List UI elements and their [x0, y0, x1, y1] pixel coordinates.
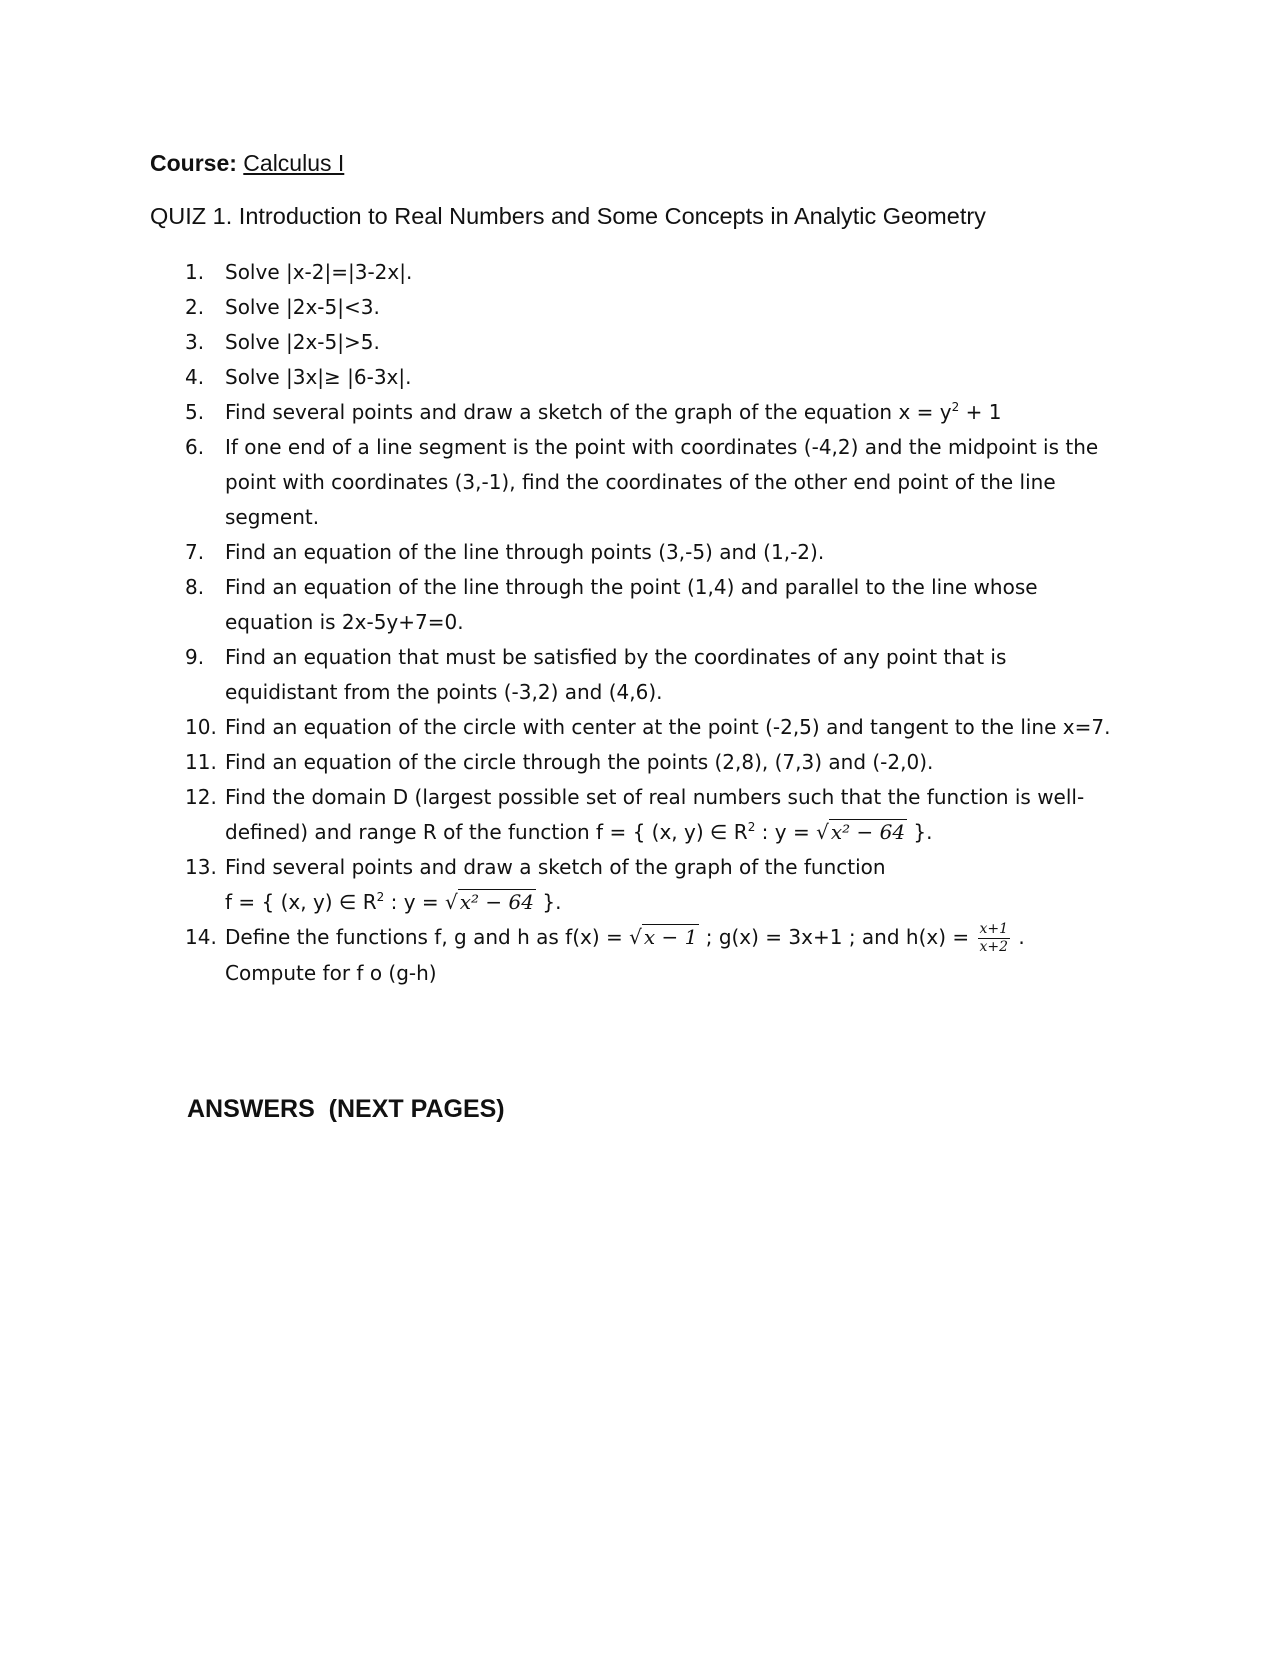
question-text-line: segment.	[225, 505, 320, 529]
quiz-title: QUIZ 1. Introduction to Real Numbers and Some Concepts in Analytic Geometry	[150, 203, 986, 229]
course-label: Course:	[150, 150, 237, 176]
question-11	[185, 745, 1145, 780]
question-10	[185, 710, 1145, 745]
question-4	[185, 360, 1145, 395]
question-number: 1.	[185, 260, 205, 284]
question-text-part: f = { (x, y) ∈ R	[225, 890, 377, 914]
question-text: Solve |2x-5|<3.	[225, 295, 380, 319]
question-text-line: If one end of a line segment is the point with coordinates (-4,2) and the midpoint is the	[225, 435, 1099, 459]
question-text-part: + 1	[959, 400, 1002, 424]
question-text-line	[225, 885, 1145, 920]
question-text-part: }.	[907, 820, 933, 844]
question-text-line: Compute for f o (g-h)	[225, 961, 437, 985]
question-text-part: .	[1012, 925, 1025, 949]
square-root	[816, 819, 907, 844]
question-text: Find an equation of the circle with center at the point (-2,5) and tangent to the line x=7.	[225, 715, 1111, 739]
question-text-line	[225, 815, 1145, 850]
question-number: 11.	[185, 750, 217, 774]
question-text: Solve |2x-5|>5.	[225, 330, 380, 354]
question-9	[185, 640, 1145, 710]
question-text: Find an equation of the circle through the points (2,8), (7,3) and (-2,0).	[225, 750, 934, 774]
question-number: 3.	[185, 330, 205, 354]
question-text-line: equation is 2x-5y+7=0.	[225, 610, 464, 634]
superscript: 2	[951, 400, 960, 414]
radicand: x² − 64	[459, 890, 534, 914]
question-text-line: Find the domain D (largest possible set of real numbers such that the function is well-	[225, 785, 1085, 809]
question-text-part: Define the functions f, g and h as f(x) =	[225, 925, 630, 949]
superscript: 2	[376, 890, 385, 904]
question-text-line	[225, 920, 1145, 956]
radicand: x − 1	[643, 925, 698, 949]
question-12	[185, 780, 1145, 850]
superscript: 2	[747, 820, 756, 834]
question-text-line: Find several points and draw a sketch of the graph of the function	[225, 855, 886, 879]
question-text-part: }.	[536, 890, 562, 914]
question-number: 10.	[185, 715, 217, 739]
question-number: 7.	[185, 540, 205, 564]
question-3	[185, 325, 1145, 360]
question-13	[185, 850, 1145, 920]
question-text: Solve |3x|≥ |6-3x|.	[225, 365, 412, 389]
course-name: Calculus I	[243, 150, 345, 176]
radical-sign-icon: √	[445, 890, 458, 914]
question-number: 9.	[185, 645, 205, 669]
question-number: 12.	[185, 785, 217, 809]
answers-note: ANSWERS (NEXT PAGES)	[187, 1095, 505, 1123]
question-list	[185, 255, 1145, 991]
question-text: Find an equation of the line through points (3,-5) and (1,-2).	[225, 540, 825, 564]
question-14	[185, 920, 1145, 991]
course-line	[150, 148, 344, 178]
radicand: x² − 64	[830, 820, 906, 844]
question-text-line: Find an equation that must be satisfied by the coordinates of any point that is	[225, 645, 1007, 669]
question-number: 8.	[185, 575, 205, 599]
question-text-part: defined) and range R of the function f = { (x, y) ∈ R	[225, 820, 748, 844]
question-number: 13.	[185, 855, 217, 879]
question-text	[225, 395, 1145, 430]
question-number: 4.	[185, 365, 205, 389]
question-number: 2.	[185, 295, 205, 319]
fraction-denominator: x+2	[979, 939, 1009, 955]
question-7	[185, 535, 1145, 570]
radical-sign-icon: √	[816, 820, 829, 844]
question-number: 6.	[185, 435, 205, 459]
question-text-part: : y =	[755, 820, 817, 844]
question-text-part: Find several points and draw a sketch of the graph of the equation x = y	[225, 400, 952, 424]
question-5	[185, 395, 1145, 430]
square-root	[445, 889, 536, 914]
question-text-part: : y =	[384, 890, 446, 914]
fraction	[978, 921, 1011, 956]
question-1	[185, 255, 1145, 290]
question-text-line: Find an equation of the line through the point (1,4) and parallel to the line whose	[225, 575, 1038, 599]
question-2	[185, 290, 1145, 325]
fraction-numerator: x+1	[979, 921, 1009, 937]
question-8	[185, 570, 1145, 640]
question-text-line: point with coordinates (3,-1), find the coordinates of the other end point of the line	[225, 470, 1056, 494]
radical-sign-icon: √	[629, 925, 642, 949]
question-number: 5.	[185, 400, 205, 424]
square-root	[629, 924, 699, 949]
question-number: 14.	[185, 925, 217, 949]
question-text: Solve |x-2|=|3-2x|.	[225, 260, 413, 284]
question-text-line: equidistant from the points (-3,2) and (4,6).	[225, 680, 663, 704]
question-6	[185, 430, 1145, 535]
question-text-part: ; g(x) = 3x+1 ; and h(x) =	[699, 925, 976, 949]
